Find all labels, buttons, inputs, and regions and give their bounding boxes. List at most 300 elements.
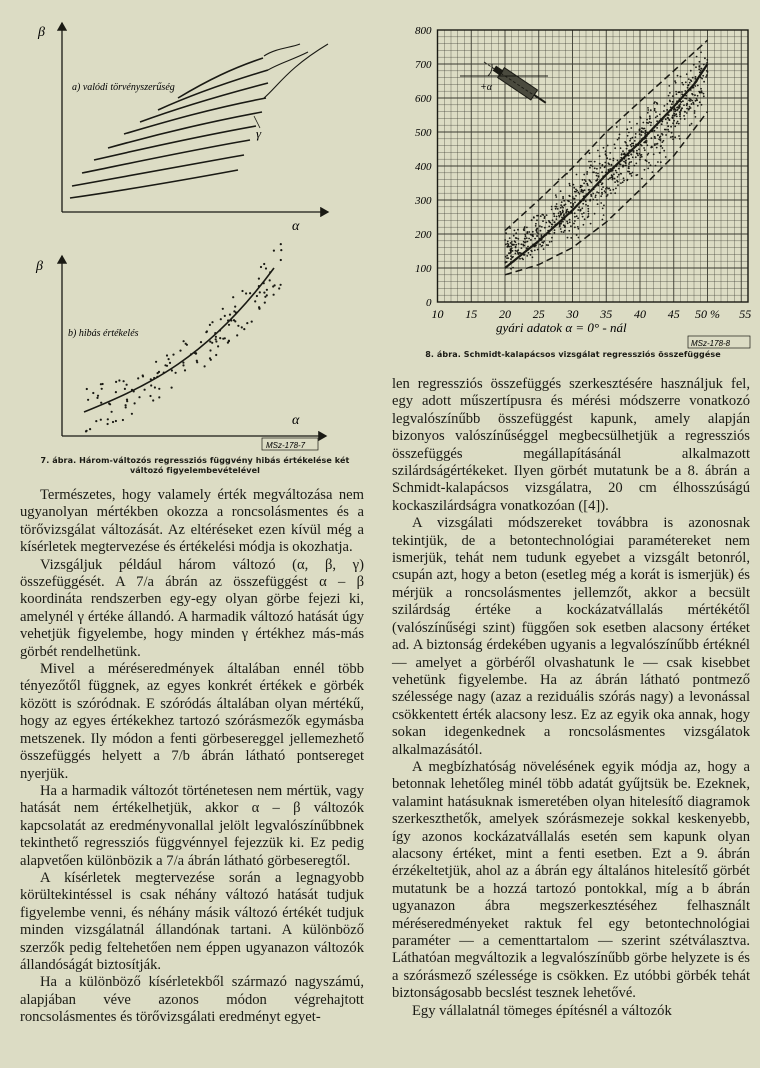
fig8-point <box>697 105 699 107</box>
fig8-point <box>526 227 528 229</box>
fig8-point <box>650 124 652 126</box>
fig8-point <box>559 216 561 218</box>
fig8-point <box>703 81 705 83</box>
fig7b-point <box>123 380 125 382</box>
fig8-point <box>518 243 520 245</box>
fig8-x-tick-label: 30 <box>566 307 579 321</box>
fig8-point <box>617 184 619 186</box>
fig7b-point <box>220 318 222 320</box>
fig8-point <box>697 95 699 97</box>
fig8-point <box>587 216 589 218</box>
fig8-point <box>601 165 603 167</box>
fig8-point <box>663 140 665 142</box>
fig8-point <box>642 131 644 133</box>
fig8-point <box>504 262 506 264</box>
fig8-point <box>646 119 648 121</box>
fig7b-point <box>278 287 280 289</box>
right-paragraph: Egy vállalatnál tömeges építésnél a változók <box>412 1002 672 1019</box>
fig8-point <box>620 173 622 175</box>
fig7b-point <box>224 315 226 317</box>
fig8-point <box>524 234 526 236</box>
fig8-point <box>572 196 574 198</box>
fig8-point <box>632 137 634 139</box>
fig8-point <box>704 57 706 59</box>
fig8-point <box>681 93 683 95</box>
fig8-point <box>562 207 564 209</box>
fig8-point <box>533 216 535 218</box>
fig7b-point <box>204 365 206 367</box>
fig8-point <box>694 110 696 112</box>
fig7b-point <box>149 395 151 397</box>
fig8-point <box>603 205 605 207</box>
fig8-point <box>632 172 634 174</box>
fig8-point <box>630 161 632 163</box>
fig7b-point <box>168 358 170 360</box>
fig8-point <box>654 136 656 138</box>
fig8-point <box>572 203 574 205</box>
fig8-point <box>637 155 639 157</box>
fig8-point <box>512 256 514 258</box>
fig8-point <box>643 147 645 149</box>
fig8-point <box>517 252 519 254</box>
fig8-point <box>687 85 689 87</box>
fig7b-point <box>144 389 146 391</box>
fig8-point <box>659 136 661 138</box>
fig7b-point <box>152 399 154 401</box>
fig8-point <box>699 92 701 94</box>
fig8-point <box>574 216 576 218</box>
fig8-point <box>631 146 633 148</box>
fig7b-point <box>237 325 239 327</box>
fig8-point <box>607 178 609 180</box>
fig8-point <box>635 133 637 135</box>
fig8-point <box>578 206 580 208</box>
fig8-point <box>574 198 576 200</box>
fig7b-point <box>125 404 127 406</box>
fig8-point <box>680 76 682 78</box>
fig8-point <box>532 234 534 236</box>
fig8-point <box>615 170 617 172</box>
fig7b-point <box>157 372 159 374</box>
fig8-point <box>560 207 562 209</box>
fig7b-point <box>264 296 266 298</box>
fig8-point <box>506 257 508 259</box>
fig7b-point <box>219 329 221 331</box>
fig8-point <box>543 248 545 250</box>
fig8-x-tick-label: 20 <box>499 307 511 321</box>
fig8-point <box>666 109 668 111</box>
hammer-body <box>498 68 538 100</box>
fig8-point <box>528 238 530 240</box>
fig7b-regression-curve <box>84 268 274 412</box>
right-paragraph: len regressziós összefüggés szerkesztésére használjuk fel, egy adott műszertípusra és mérési módszerre vonatkozó legvalószínűbb összefüggést kapunk, amely alapján bizonyos valószínűséggel megbecsülhetjük a regressziós összefüggés megállapításánál alkalmazott szilárdságértékeket. Ilyen görbét mutatunk be a 8. ábrán a Schmidt-kalapácsos vizsgálatra, 20 cm élhosszúságú kockaszilárdságra vonatkozóan ([4]). <box>392 376 750 514</box>
fig8-point <box>611 174 613 176</box>
fig8-point <box>635 156 637 158</box>
fig8-x-tick-labels <box>432 307 752 321</box>
fig7b-point <box>115 381 117 383</box>
right-text-column <box>392 376 750 1020</box>
fig8-point <box>706 74 708 76</box>
fig8-point <box>686 112 688 114</box>
fig8-x-tick-label: 40 <box>634 307 646 321</box>
fig8-point <box>582 203 584 205</box>
fig8-point <box>535 223 537 225</box>
fig8-point <box>613 158 615 160</box>
fig8-point <box>537 249 539 251</box>
fig7b-point <box>217 345 219 347</box>
fig7b-point <box>209 357 211 359</box>
fig8-point <box>574 220 576 222</box>
fig8-point <box>584 218 586 220</box>
fig8-point <box>681 107 683 109</box>
fig8-point <box>682 100 684 102</box>
fig8-point <box>534 249 536 251</box>
fig8-point <box>618 137 620 139</box>
fig8-point <box>597 178 599 180</box>
fig8-point <box>554 229 556 231</box>
fig8-point <box>644 149 646 151</box>
fig8-stamp: MSz-178-8 <box>691 339 731 348</box>
fig8-point <box>614 192 616 194</box>
fig8-point <box>601 171 603 173</box>
fig8-point <box>586 183 588 185</box>
fig8-point <box>661 121 663 123</box>
fig8-point <box>585 204 587 206</box>
fig8-point <box>510 246 512 248</box>
fig8-point <box>515 241 517 243</box>
fig8-point <box>647 109 649 111</box>
fig8-point <box>695 116 697 118</box>
fig8-point <box>703 64 705 66</box>
fig8-point <box>594 213 596 215</box>
fig8-point <box>610 192 612 194</box>
fig8-point <box>632 156 634 158</box>
fig8-point <box>580 209 582 211</box>
fig7b-point <box>101 388 103 390</box>
fig8-point <box>509 249 511 251</box>
fig8-point <box>669 92 671 94</box>
fig8-point <box>551 241 553 243</box>
fig8-point <box>541 235 543 237</box>
fig8-point <box>577 209 579 211</box>
fig8-point <box>589 152 591 154</box>
fig8-point <box>563 213 565 215</box>
left-text-column <box>20 487 364 1027</box>
fig8-point <box>570 225 572 227</box>
fig8-point <box>672 95 674 97</box>
fig8-point <box>602 186 604 188</box>
fig8-point <box>676 122 678 124</box>
fig8-point <box>560 204 562 206</box>
fig7a-beta-label: β <box>38 25 45 40</box>
figure-7-caption-line-1: 7. ábra. Három-változós regressziós függvény hibás értékelése két <box>40 456 350 465</box>
fig8-point <box>557 208 559 210</box>
figure-7-caption-line-2: változó figyelembevételével <box>129 466 260 475</box>
fig7b-point <box>172 354 174 356</box>
fig8-point <box>563 200 565 202</box>
fig8-point <box>612 160 614 162</box>
fig8-point <box>582 179 584 181</box>
fig8-point <box>559 224 561 226</box>
fig7b-point <box>194 352 196 354</box>
fig8-point <box>616 172 618 174</box>
fig8-y-tick-labels <box>414 25 432 309</box>
fig8-point <box>692 77 694 79</box>
fig8-point <box>609 189 611 191</box>
fig8-point <box>505 244 507 246</box>
fig8-point <box>559 211 561 213</box>
fig8-point <box>523 241 525 243</box>
fig8-point <box>625 160 627 162</box>
fig8-point <box>597 173 599 175</box>
fig7b-beta-label: β <box>36 259 43 274</box>
fig8-point <box>556 203 558 205</box>
fig8-point <box>681 82 683 84</box>
fig8-point <box>617 176 619 178</box>
fig8-point <box>655 165 657 167</box>
fig7b-point <box>209 341 211 343</box>
fig8-point <box>628 166 630 168</box>
fig8-point <box>685 81 687 83</box>
fig8-point <box>544 216 546 218</box>
fig8-point <box>586 173 588 175</box>
fig8-point <box>696 98 698 100</box>
fig8-point <box>595 196 597 198</box>
fig8-x-tick-label: 35 <box>600 307 613 321</box>
fig7b-point <box>227 319 229 321</box>
fig8-point <box>562 210 564 212</box>
fig7b-point <box>86 388 88 390</box>
fig8-point <box>568 230 570 232</box>
fig8-point <box>671 132 673 134</box>
figure-8-chart <box>388 6 758 350</box>
fig8-point <box>700 68 702 70</box>
fig8-point <box>572 205 574 207</box>
fig8-point <box>604 162 606 164</box>
fig7b-point <box>131 413 133 415</box>
fig8-point <box>551 223 553 225</box>
fig8-point <box>581 207 583 209</box>
fig8-point <box>593 171 595 173</box>
fig8-point <box>672 115 674 117</box>
fig8-point <box>656 120 658 122</box>
fig8-point <box>629 140 631 142</box>
fig8-point <box>567 200 569 202</box>
fig7b-point <box>155 361 157 363</box>
fig7b-point <box>243 328 245 330</box>
fig8-y-tick-label: 800 <box>415 25 432 37</box>
fig8-point <box>526 237 528 239</box>
fig8-point <box>600 195 602 197</box>
fig7b-point <box>258 306 260 308</box>
fig8-point <box>616 126 618 128</box>
fig7b-point <box>87 399 89 401</box>
fig7b-curve-label: b) hibás értékelés <box>68 328 139 339</box>
fig8-point <box>600 202 602 204</box>
fig7b-stamp: MSz-178-7 <box>266 441 306 450</box>
fig8-point <box>641 156 643 158</box>
fig7b-point <box>100 402 102 404</box>
fig8-point <box>589 200 591 202</box>
fig7b-point <box>124 388 126 390</box>
fig8-point <box>675 113 677 115</box>
fig8-point <box>650 164 652 166</box>
fig8-point <box>537 233 539 235</box>
fig8-point <box>644 141 646 143</box>
fig8-point <box>536 219 538 221</box>
fig8-point <box>695 85 697 87</box>
fig8-point <box>574 226 576 228</box>
fig8-point <box>628 167 630 169</box>
fig8-point <box>654 110 656 112</box>
fig8-point <box>623 161 625 163</box>
fig8-point <box>545 222 547 224</box>
fig7b-point <box>222 308 224 310</box>
fig8-point <box>700 70 702 72</box>
fig8-point <box>594 161 596 163</box>
fig8-point <box>706 62 708 64</box>
fig8-point <box>535 225 537 227</box>
fig7b-point <box>107 418 109 420</box>
fig8-point <box>631 143 633 145</box>
fig8-point <box>679 91 681 93</box>
fig8-point <box>635 163 637 165</box>
fig8-point <box>573 223 575 225</box>
fig7b-point <box>196 361 198 363</box>
fig8-point <box>623 177 625 179</box>
fig7b-point <box>118 379 120 381</box>
fig8-point <box>567 222 569 224</box>
fig8-point <box>631 154 633 156</box>
fig8-point <box>556 218 558 220</box>
fig7b-point <box>265 267 267 269</box>
fig7b-point <box>171 387 173 389</box>
left-paragraph: Vizsgáljuk például három változó (α, β, γ) összefüggését. A 7/a ábrán az összefüggést α – β koordináta rendszerben egy-egy olyan görbe fejezi ki, amelynél γ értéke állandó. A harmadik változó hatását úgy vehetjük figyelembe, hogy minden γ értékhez más-más görbét rendelhetünk. <box>20 556 364 660</box>
fig7b-point <box>269 271 271 273</box>
fig8-point <box>680 118 682 120</box>
fig7b-point <box>175 372 177 374</box>
fig8-point <box>524 226 526 228</box>
fig7b-point <box>211 321 213 323</box>
fig8-x-axis-label: gyári adatok α = 0° - nál <box>496 320 627 335</box>
fig7b-point <box>280 284 282 286</box>
left-paragraph: Természetes, hogy valamely érték megváltozása nem ugyanolyan mértékben okozza a roncsolásmentes és a törővizsgálat változását. Az eltéréseket ezen kívül még a kísérletek megtervezése és értékelési módja is okozhatja. <box>20 487 364 556</box>
fig8-y-tick-label: 700 <box>415 59 432 71</box>
fig7b-point <box>125 406 127 408</box>
fig8-point <box>513 235 515 237</box>
fig7b-point <box>182 364 184 366</box>
fig8-point <box>676 116 678 118</box>
fig8-y-tick-label: 200 <box>415 229 432 241</box>
fig8-point <box>660 140 662 142</box>
fig8-point <box>654 130 656 132</box>
fig8-point <box>674 136 676 138</box>
fig8-point <box>705 76 707 78</box>
fig7b-point <box>126 384 128 386</box>
fig8-point <box>612 189 614 191</box>
fig8-point <box>539 244 541 246</box>
fig7b-point <box>96 397 98 399</box>
fig8-y-tick-label: 600 <box>415 93 432 105</box>
fig7b-point <box>185 343 187 345</box>
fig8-point <box>629 121 631 123</box>
fig8-point <box>515 244 517 246</box>
fig8-point <box>652 171 654 173</box>
fig8-point <box>573 187 575 189</box>
fig8-point <box>698 68 700 70</box>
fig8-point <box>521 258 523 260</box>
fig8-point <box>644 169 646 171</box>
fig8-point <box>578 237 580 239</box>
fig8-point <box>599 163 601 165</box>
fig8-point <box>678 123 680 125</box>
fig8-point <box>628 158 630 160</box>
fig8-point <box>582 216 584 218</box>
fig8-point <box>688 78 690 80</box>
fig8-y-tick-label: 400 <box>415 161 432 173</box>
fig8-point <box>634 140 636 142</box>
fig8-point <box>647 112 649 114</box>
fig7b-point <box>263 292 265 294</box>
fig8-point <box>686 103 688 105</box>
fig8-point <box>674 115 676 117</box>
fig8-point <box>584 189 586 191</box>
fig8-point <box>595 172 597 174</box>
fig8-point <box>599 155 601 157</box>
fig8-point <box>677 121 679 123</box>
fig8-point <box>666 122 668 124</box>
fig8-point <box>560 213 562 215</box>
fig8-point <box>683 104 685 106</box>
fig8-point <box>540 230 542 232</box>
fig8-point <box>691 93 693 95</box>
fig7a-alpha-label: α <box>292 219 300 234</box>
fig8-point <box>639 133 641 135</box>
fig8-point <box>598 175 600 177</box>
fig8-x-tick-label: 45 <box>667 307 680 321</box>
fig8-point <box>686 105 688 107</box>
fig8-point <box>650 109 652 111</box>
fig7b-point <box>246 322 248 324</box>
fig8-point <box>681 91 683 93</box>
fig7b-point <box>234 306 236 308</box>
fig8-point <box>660 145 662 147</box>
fig8-point <box>602 219 604 221</box>
right-paragraph: A vizsgálati módszereket továbbra is azonosnak tekintjük, de a betontechnológiai paramétereket nem ismerjük, tehát nem tudunk egyebet a vizsgált betonról, csupán azt, hogy a beton (esetleg még a korát is ismerjük) és mérjük a roncsolásmentes jellemzőt, akkor a becsült szilárdság értéke a kockázatvállalás mértékétől (valószínűségi szint) függően sok esetben alacsony értéket ad. A biztonság érdekében ugyanis a legvalószínűbb értéknél — amelyet a görbéről olvashatunk le — csak kisebbet vehetünk figyelembe. Ha az ábrán látható pontmező szélessége nagy (azaz a reziduális szórás nagy) a levonással csökkentett érték alacsony lesz. Ez az egyik oka annak, hogy sokan idegenkednek a roncsolásmentes vizsgálatok alkalmazásától. <box>392 515 750 758</box>
fig8-y-tick-label: 100 <box>415 263 432 275</box>
fig8-point <box>553 221 555 223</box>
fig8-point <box>630 144 632 146</box>
fig8-point <box>689 124 691 126</box>
fig8-point <box>694 94 696 96</box>
fig8-point <box>520 243 522 245</box>
fig8-point <box>589 167 591 169</box>
fig8-point <box>576 234 578 236</box>
fig7b-point <box>280 259 282 261</box>
fig8-point <box>655 117 657 119</box>
left-paragraph: A kísérletek megtervezése során a legnagyobb körültekintéssel is csak néhány változó hatását tudjuk figyelembe venni, és néhány másik változó értékét tudjuk minden vizsgálatnál állandónak tartani. A különböző szerzők pedig feltehetően nem éppen ugyanazon változók állandóságát biztosítják. <box>20 869 364 973</box>
fig8-point <box>555 196 557 198</box>
fig8-point <box>622 181 624 183</box>
fig8-point <box>674 111 676 113</box>
fig8-point <box>517 238 519 240</box>
fig7b-point <box>229 314 231 316</box>
left-paragraph: Mivel a méréseredmények általában ennél több tényezőtől függnek, az egyes konkrét értékek e görbék között is szóródnak. E szóródás általában olyan mértékű, hogy az egyes értékekhez tartozó szórásmezők egymásba metszenek. Ily módon a fenti görbesereggel jellemezhető összefüggés helyett a 7/b ábrán látható pontsereget nyerjük. <box>20 661 364 782</box>
fig7b-point <box>92 392 94 394</box>
fig8-point <box>642 128 644 130</box>
fig7b-point <box>234 320 236 322</box>
fig8-point <box>672 117 674 119</box>
